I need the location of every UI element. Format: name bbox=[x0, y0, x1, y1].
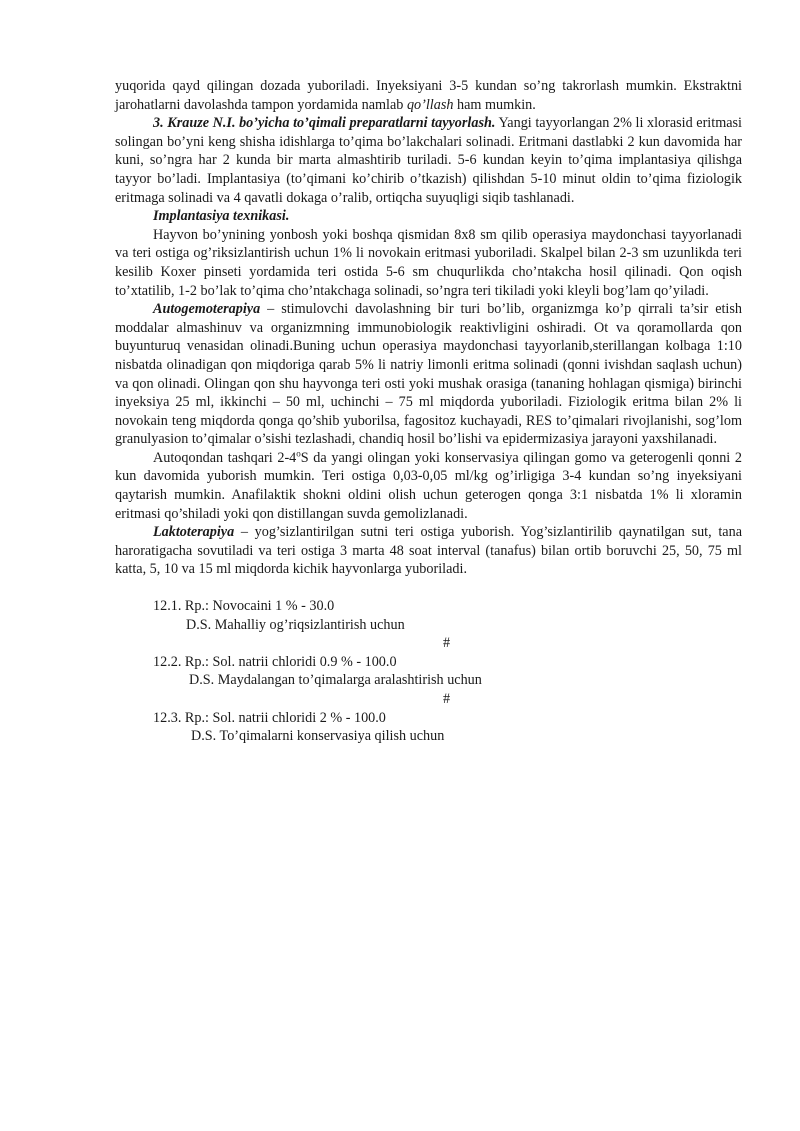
prescription-3-ds: D.S. To’qimalarni konservasiya qilish uchun bbox=[191, 728, 445, 745]
autohemo-paragraph bbox=[115, 300, 742, 449]
intro-text: yuqorida qayd qilingan dozada yuboriladi. Inyeksiyani 3-5 kundan so’ng takrorlash mumkin. Ekstraktni jarohatlarni davolashda tampon yordamida namlab bbox=[115, 78, 742, 113]
autohemo-heading: Autogemoterapiya bbox=[153, 301, 261, 318]
prescription-1-ds: D.S. Mahalliy og’riqsizlantirish uchun bbox=[186, 616, 405, 633]
intro-text-end: ham mumkin. bbox=[453, 96, 536, 113]
prescription-1-rp: 12.1. Rp.: Novocaini 1 % - 30.0 bbox=[153, 598, 335, 615]
implant-heading: Implantasiya texnikasi. bbox=[153, 208, 290, 225]
autoqon-paragraph bbox=[115, 449, 742, 523]
lakto-heading: Laktoterapiya bbox=[153, 524, 235, 541]
krauze-text: Yangi tayyorlangan 2% li xlorasid eritmasi solingan bo’yni keng shisha idishlarga to’qima bo’lakchalari solinadi. Eritmani dastlabki 2 kun davomida har kuni, so’ngra har 2 kunda bir marta almashtirib turiladi. 5-6 kundan keyin to’qima implantasiya qilishga tayyor bo’ladi. Implantasiya (to’qimani ko’chirib o’tkazish) qilishdan 5-10 minut oldin to’qima fiziologik eritmaga solinadi va 4 qavatli dokaga o’ralib, ortiqcha suyuqligi siqib tashlanadi. bbox=[115, 115, 742, 206]
implant-paragraph: Hayvon bo’ynining yonbosh yoki boshqa qismidan 8x8 sm qilib operasiya maydonchasi tayyorlanadi va teri ostiga og’riksizlantirish uchun 1% li novokain eritmasi yuboriladi. Skalpel bilan 2-3 sm uzunlikda teri kesilib Koxer pinseti yordamida teri ostida 5-6 sm chuqurlikda cho’ntakcha hosil qilinadi. Qon oqish to’xtatilib, 1-2 bo’lak to’qima cho’ntakchaga solinadi, so’ngra teri tikiladi yoki kleyli bog’lam qo’yiladi. bbox=[115, 226, 742, 299]
document-page bbox=[115, 77, 742, 746]
prescriptions-block bbox=[115, 597, 742, 746]
intro-italic-word: qo’llash bbox=[406, 96, 454, 113]
krauze-paragraph bbox=[115, 114, 742, 207]
separator-mark: # bbox=[443, 691, 451, 707]
autohemo-text: – stimulovchi davolashning bir turi bo’lib, organizmga ko’p qirrali ta’sir etish moddalar almashinuv va organizmning immunobiologik reaktivligini oshiradi. Ot va qoramollarda qon buyunturuq venasidan olinadi.Buning uchun operasiya maydonchasi tayyorlanib,sterillangan kolbaga 1:10 nisbatda olinadigan qon miqdoriga qarab 5% li natriy limonli eritma solinadi (qonni ivishdan saqlash uchun) va qon olinadi. Olingan qon shu hayvonga teri osti yoki mushak orasiga (tananing hohlagan qismiga) birinchi inyeksiya 25 ml, ikkinchi – 50 ml, uchinchi – 75 ml miqdorda yuboriladi. Fiziologik eritma bilan 2% li novokain teng miqdorda qonga qo’shib yuborilsa, fagositoz kuchayadi, RES to’qimalari rivojlanishi, sog’lom granulyasion to’qimalar o’sishi tezlashadi, chandiq hosil bo’lishi va epidermizasiya jarayoni yaxshilanadi. bbox=[115, 301, 742, 448]
lakto-text: – yog’sizlantirilgan sutni teri ostiga yuborish. Yog’sizlantirilib qaynatilgan sut, tana haroratigacha sovutiladi va teri ostiga 3 marta 48 soat interval (tanafus) bilan ortib boruvchi 25, 50, 75 ml katta, 5, 10 va 15 ml miqdorda kichik hayvonlarga yuboriladi. bbox=[115, 524, 742, 578]
autoqon-text-rest: S da yangi olingan yoki konservasiya qilingan gomo va geterogenli qonni 2 kun davomida yuborish mumkin. Teri ostiga 0,03-0,05 ml/kg og’irligiga 3-4 kundan so’ng inyeksiyani qaytarish mumkin. Anafilaktik shokni oldini olish uchun geterogen qonga 3:1 nisbatda 1% li xloramin eritmasi qo’shiladi yoki qon distillangan suvda gemolizlanadi. bbox=[115, 449, 742, 522]
intro-paragraph bbox=[115, 77, 742, 114]
prescription-3-rp: 12.3. Rp.: Sol. natrii chloridi 2 % - 100.0 bbox=[153, 709, 386, 726]
autoqon-text-start: Autoqondan tashqari 2-4 bbox=[153, 449, 297, 466]
prescription-2-ds: D.S. Maydalangan to’qimalarga aralashtirish uchun bbox=[189, 672, 482, 689]
prescription-2-rp: 12.2. Rp.: Sol. natrii chloridi 0.9 % - 100.0 bbox=[153, 653, 397, 670]
krauze-heading: 3. Krauze N.I. bo’yicha to’qimali preparatlarni tayyorlash. bbox=[153, 115, 496, 132]
separator-mark: # bbox=[443, 635, 451, 652]
degree-superscript: o bbox=[296, 448, 301, 459]
lakto-paragraph bbox=[115, 523, 742, 579]
